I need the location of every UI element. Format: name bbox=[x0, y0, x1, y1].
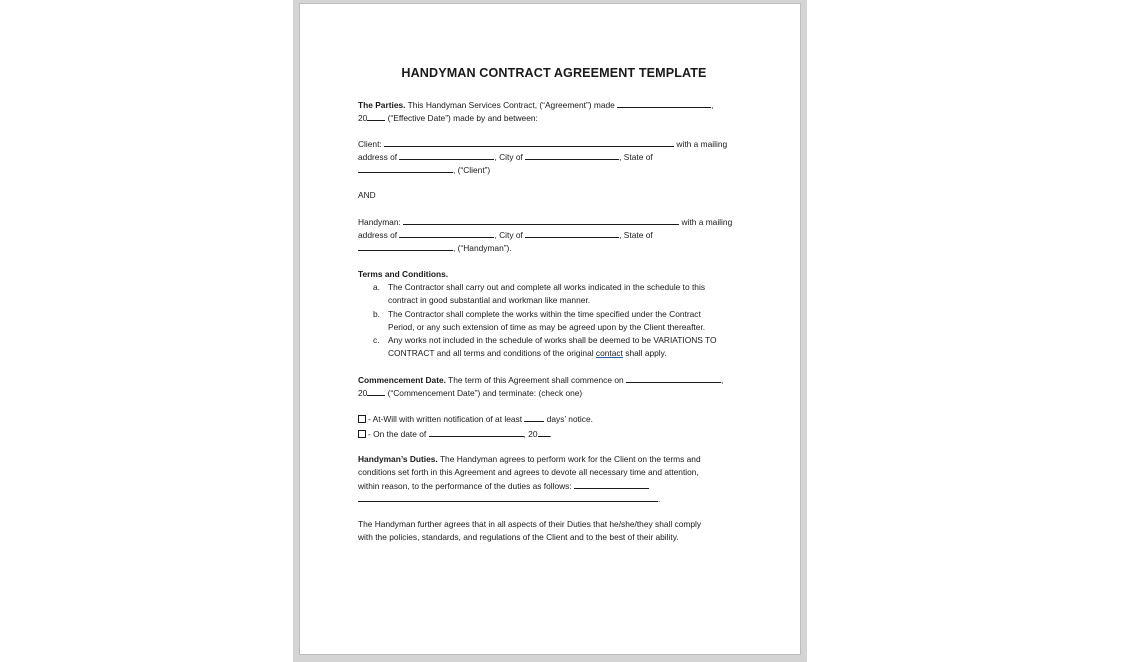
commencement-date-blank[interactable] bbox=[626, 373, 724, 385]
at-will-text: - At-Will with written notification of at least bbox=[368, 414, 523, 424]
document-viewer bbox=[293, 0, 807, 662]
client-name-blank[interactable] bbox=[384, 137, 674, 147]
handyman-city-blank[interactable] bbox=[525, 228, 619, 238]
terms-item-b-line-1: The Contractor shall complete the works within the time specified under the Contract bbox=[388, 309, 701, 319]
terms-item-c-text: CONTRACT and all terms and conditions of the original bbox=[388, 348, 594, 358]
duties-blank-1[interactable] bbox=[574, 479, 649, 489]
duties-heading: Handyman’s Duties. bbox=[358, 454, 438, 464]
handyman-address-blank[interactable] bbox=[399, 228, 494, 238]
handyman-address-label: address of bbox=[358, 230, 398, 240]
duties-line-3 bbox=[358, 479, 649, 493]
document-title: HANDYMAN CONTRACT AGREEMENT TEMPLATE bbox=[401, 66, 707, 80]
handyman-state-blank[interactable] bbox=[358, 241, 453, 251]
effective-year-blank[interactable] bbox=[367, 111, 385, 121]
client-mailing-text: with a mailing bbox=[676, 139, 728, 149]
commencement-heading: Commencement Date. bbox=[358, 375, 446, 385]
on-date-text: - On the date of bbox=[368, 429, 427, 439]
terms-item-a-line-1: The Contractor shall carry out and complete all works indicated in the schedule to this bbox=[388, 282, 706, 292]
handyman-state-label: , State of bbox=[619, 230, 653, 240]
effective-date-text: (“Effective Date”) made by and between: bbox=[387, 113, 538, 123]
client-line-1 bbox=[358, 137, 727, 151]
end-year-blank[interactable] bbox=[538, 427, 550, 437]
duties-line-1 bbox=[358, 453, 701, 466]
terms-item-c-line-2 bbox=[388, 347, 667, 360]
client-address-label: address of bbox=[358, 152, 398, 162]
handyman-label: Handyman: bbox=[358, 217, 401, 227]
handyman-mailing-text: with a mailing bbox=[681, 217, 733, 227]
client-line-2 bbox=[358, 150, 653, 164]
option-on-date bbox=[358, 427, 552, 441]
client-state-label: , State of bbox=[619, 152, 653, 162]
option-at-will bbox=[358, 412, 593, 426]
duties-line-2: conditions set forth in this Agreement and agrees to devote all necessary time and attention, bbox=[358, 467, 699, 477]
punctuation: . bbox=[549, 429, 552, 439]
client-line-3 bbox=[358, 163, 490, 177]
handyman-line-3 bbox=[358, 241, 512, 255]
parties-line-2 bbox=[358, 111, 538, 125]
handyman-name-blank[interactable] bbox=[403, 215, 679, 225]
handyman-designation: , (“Handyman”). bbox=[453, 243, 512, 253]
year-prefix: 20 bbox=[358, 113, 368, 123]
client-city-label: , City of bbox=[494, 152, 523, 162]
punctuation: , bbox=[711, 100, 714, 110]
handyman-line-2 bbox=[358, 228, 653, 242]
commencement-year-blank[interactable] bbox=[367, 386, 385, 396]
contact-link[interactable]: contact bbox=[595, 348, 623, 358]
terms-item-c-line-1: Any works not included in the schedule of works shall be deemed to be VARIATIONS TO bbox=[388, 335, 717, 345]
commencement-line-2 bbox=[358, 386, 582, 400]
terms-item-c-text-end: shall apply. bbox=[625, 348, 667, 358]
end-date-blank[interactable] bbox=[429, 427, 524, 437]
client-address-blank[interactable] bbox=[399, 150, 494, 160]
terms-item-b-line-2: Period, or any such extension of time as may be agreed upon by the Client thereafter. bbox=[388, 322, 706, 332]
client-state-blank[interactable] bbox=[358, 163, 453, 173]
terms-heading: Terms and Conditions. bbox=[358, 269, 449, 279]
duties-line-4 bbox=[358, 492, 660, 506]
and-text: AND bbox=[358, 190, 376, 200]
commencement-terminate-text: (“Commencement Date”) and terminate: (check one) bbox=[387, 388, 583, 398]
client-city-blank[interactable] bbox=[525, 150, 619, 160]
punctuation: , bbox=[720, 375, 724, 385]
duties-text: The Handyman agrees to perform work for the Client on the terms and bbox=[439, 454, 701, 464]
terms-item-a-marker: a. bbox=[373, 282, 380, 292]
parties-heading: The Parties. bbox=[358, 100, 406, 110]
on-date-year-prefix: , 20 bbox=[523, 429, 538, 439]
parties-line-1 bbox=[358, 98, 713, 112]
further-line-2: with the policies, standards, and regulations of the Client and to the best of their ability. bbox=[358, 532, 679, 542]
client-label: Client: bbox=[358, 139, 382, 149]
agreement-date-blank[interactable] bbox=[617, 98, 714, 110]
duties-blank-2[interactable] bbox=[358, 492, 661, 504]
commencement-text: The term of this Agreement shall commence on bbox=[448, 375, 624, 385]
terms-item-a-line-2: contract in good substantial and workman like manner. bbox=[388, 295, 591, 305]
duties-text-3: within reason, to the performance of the duties as follows: bbox=[358, 481, 572, 491]
handyman-line-1 bbox=[358, 215, 732, 229]
handyman-city-label: , City of bbox=[494, 230, 523, 240]
at-will-checkbox[interactable] bbox=[358, 415, 366, 423]
notice-days-blank[interactable] bbox=[524, 412, 544, 422]
further-line-1: The Handyman further agrees that in all aspects of their Duties that he/she/they shall comply bbox=[358, 519, 702, 529]
parties-text: This Handyman Services Contract, (“Agreement”) made bbox=[407, 100, 615, 110]
terms-item-c-marker: c. bbox=[373, 335, 380, 345]
commencement-line-1 bbox=[358, 373, 723, 387]
punctuation: . bbox=[658, 494, 661, 504]
on-date-checkbox[interactable] bbox=[358, 430, 366, 438]
client-designation: , (“Client”) bbox=[453, 165, 491, 175]
terms-item-b-marker: b. bbox=[373, 309, 380, 319]
at-will-notice-text: days’ notice. bbox=[546, 414, 593, 424]
year-prefix: 20 bbox=[358, 388, 368, 398]
document-page bbox=[299, 3, 801, 655]
